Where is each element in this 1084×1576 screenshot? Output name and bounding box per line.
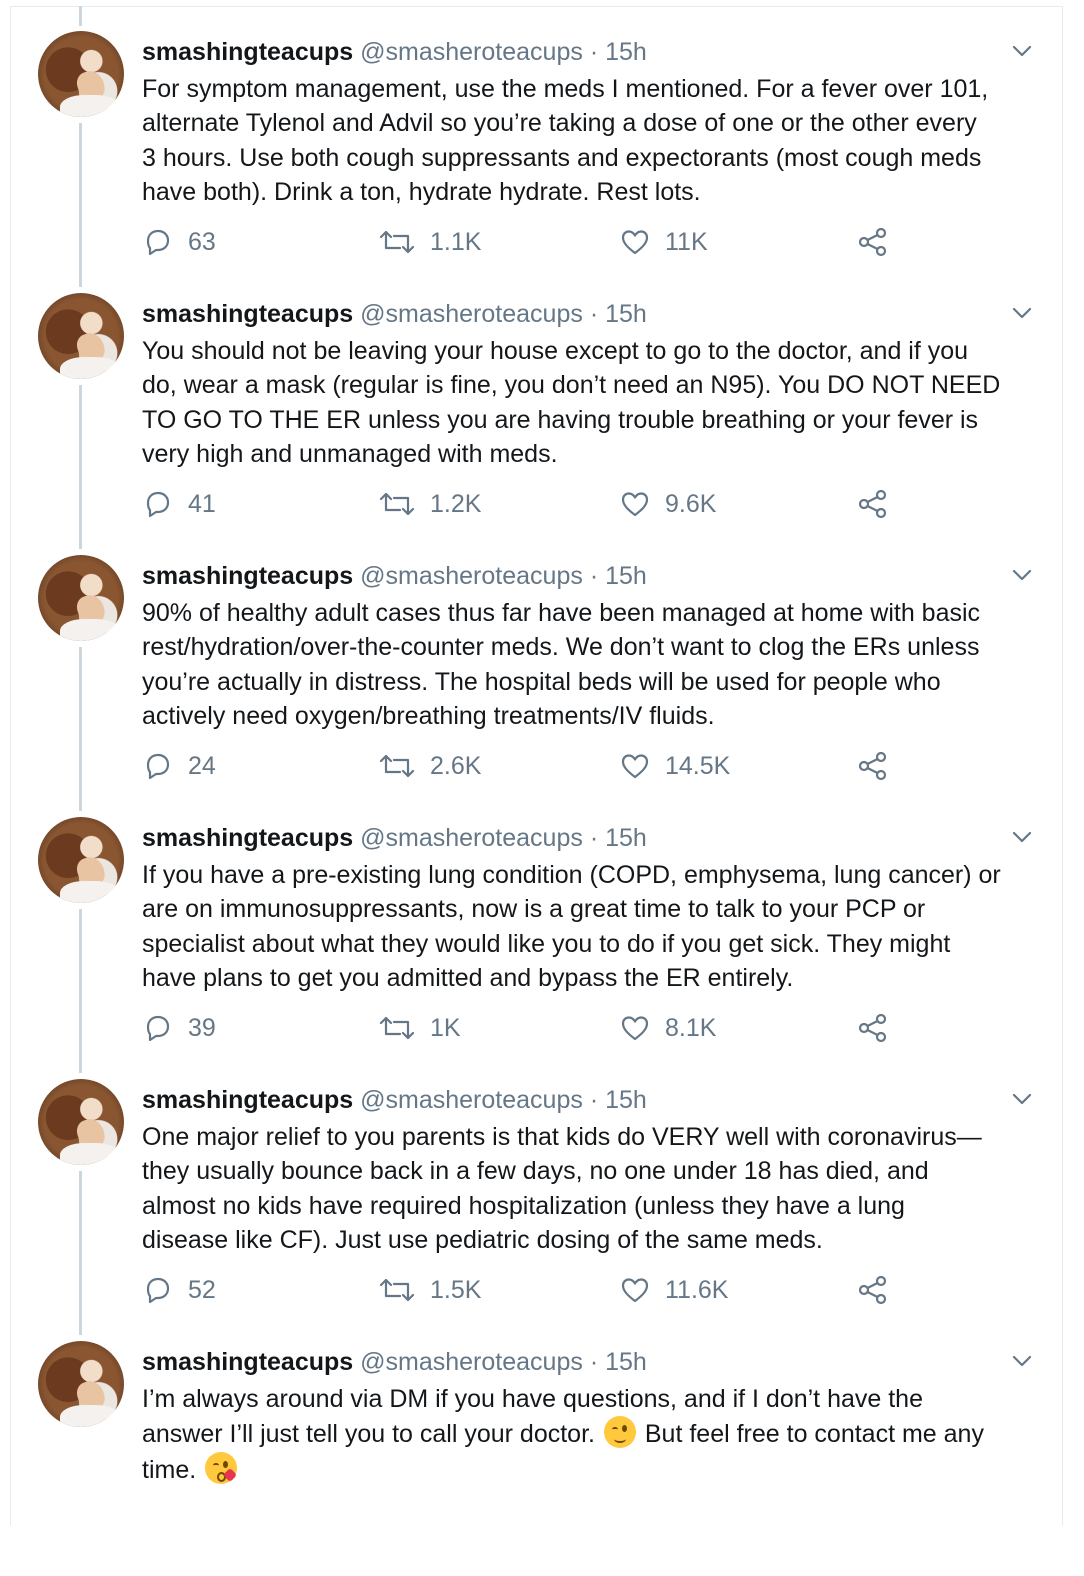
timestamp[interactable]: 15h bbox=[605, 300, 647, 328]
reply-icon bbox=[142, 1012, 174, 1044]
like-count: 8.1K bbox=[665, 1013, 717, 1042]
display-name[interactable]: smashingteacups bbox=[142, 300, 354, 328]
tweet-text-part: But feel free to contact me any time. bbox=[142, 1420, 984, 1484]
retweet-count: 1.5K bbox=[430, 1275, 482, 1304]
separator-dot: · bbox=[589, 562, 599, 590]
retweet-icon bbox=[378, 226, 416, 258]
share-button[interactable] bbox=[857, 1012, 889, 1044]
display-name[interactable]: smashingteacups bbox=[142, 38, 354, 66]
tweet-actions bbox=[0, 488, 1084, 522]
tweet-text: 90% of healthy adult cases thus far have been managed at home with basic rest/hydration/over-the-counter meds. We don’t want to clog the ERs unless you’re actually in distress. The hospital beds will be used for people who actively need oxygen/breathing treatments/IV fluids. bbox=[142, 599, 981, 730]
avatar[interactable] bbox=[38, 817, 124, 903]
reply-count: 63 bbox=[188, 227, 216, 256]
reply-button[interactable] bbox=[142, 226, 216, 258]
reply-button[interactable] bbox=[142, 1012, 216, 1044]
retweet-button[interactable] bbox=[378, 1274, 481, 1306]
tweet-actions bbox=[0, 1274, 1084, 1308]
retweet-button[interactable] bbox=[378, 226, 481, 258]
share-icon bbox=[857, 1274, 889, 1306]
separator-dot: · bbox=[589, 1086, 599, 1114]
heart-icon bbox=[619, 1012, 651, 1044]
reply-button[interactable] bbox=[142, 1274, 216, 1306]
avatar[interactable] bbox=[38, 1079, 124, 1165]
retweet-button[interactable] bbox=[378, 750, 481, 782]
reply-button[interactable] bbox=[142, 750, 216, 782]
reply-icon bbox=[142, 226, 174, 258]
separator-dot: · bbox=[589, 824, 599, 852]
chevron-down-icon[interactable] bbox=[1012, 568, 1032, 582]
avatar[interactable] bbox=[38, 1341, 124, 1427]
share-button[interactable] bbox=[857, 1274, 889, 1306]
reply-icon bbox=[142, 1274, 174, 1306]
tweet-text: If you have a pre-existing lung condition (COPD, emphysema, lung cancer) or are on immunosuppressants, now is a great time to talk to your PCP or specialist about what they would like you to do if you get sick. They might have plans to get you admitted and bypass the ER entirely. bbox=[142, 861, 1001, 992]
tweet[interactable] bbox=[0, 528, 1084, 790]
chevron-down-icon[interactable] bbox=[1012, 830, 1032, 844]
share-button[interactable] bbox=[857, 750, 889, 782]
separator-dot: · bbox=[589, 300, 599, 328]
timestamp[interactable]: 15h bbox=[605, 562, 647, 590]
display-name[interactable]: smashingteacups bbox=[142, 562, 354, 590]
like-count: 14.5K bbox=[665, 751, 731, 780]
reply-button[interactable] bbox=[142, 488, 216, 520]
user-handle[interactable]: @smasheroteacups bbox=[360, 562, 583, 590]
winking-face-emoji bbox=[604, 1416, 636, 1448]
tweet[interactable] bbox=[0, 1314, 1084, 1576]
tweet-header bbox=[142, 1345, 647, 1379]
tweet-header bbox=[142, 559, 647, 593]
tweet-actions bbox=[0, 750, 1084, 784]
retweet-button[interactable] bbox=[378, 1012, 461, 1044]
tweet[interactable] bbox=[0, 266, 1084, 528]
user-handle[interactable]: @smasheroteacups bbox=[360, 1348, 583, 1376]
reply-count: 39 bbox=[188, 1013, 216, 1042]
retweet-icon bbox=[378, 488, 416, 520]
retweet-icon bbox=[378, 750, 416, 782]
share-icon bbox=[857, 226, 889, 258]
retweet-count: 1.2K bbox=[430, 489, 482, 518]
retweet-count: 1K bbox=[430, 1013, 461, 1042]
like-count: 11K bbox=[665, 227, 708, 256]
chevron-down-icon[interactable] bbox=[1012, 306, 1032, 320]
face-blowing-kiss-emoji bbox=[205, 1452, 237, 1484]
share-icon bbox=[857, 750, 889, 782]
tweet-text: You should not be leaving your house except to go to the doctor, and if you do, wear a mask (regular is fine, you don’t need an N95). You DO NOT NEED TO GO TO THE ER unless you are having trouble breathing or your fever is very high and unmanaged with meds. bbox=[142, 337, 1001, 468]
retweet-button[interactable] bbox=[378, 488, 481, 520]
share-button[interactable] bbox=[857, 226, 889, 258]
timestamp[interactable]: 15h bbox=[605, 1348, 647, 1376]
tweet-actions bbox=[0, 226, 1084, 260]
chevron-down-icon[interactable] bbox=[1012, 44, 1032, 58]
retweet-count: 2.6K bbox=[430, 751, 482, 780]
share-icon bbox=[857, 1012, 889, 1044]
user-handle[interactable]: @smasheroteacups bbox=[360, 38, 583, 66]
user-handle[interactable]: @smasheroteacups bbox=[360, 1086, 583, 1114]
retweet-count: 1.1K bbox=[430, 227, 482, 256]
tweet-header bbox=[142, 297, 647, 331]
user-handle[interactable]: @smasheroteacups bbox=[360, 824, 583, 852]
timestamp[interactable]: 15h bbox=[605, 1086, 647, 1114]
like-button[interactable] bbox=[619, 750, 730, 782]
reply-icon bbox=[142, 488, 174, 520]
tweet-text: One major relief to you parents is that kids do VERY well with coronavirus— they usually bounce back in a few days, no one under 18 has died, and almost no kids have required hospitalization (unless they have a lung disease like CF). Just use pediatric dosing of the same meds. bbox=[142, 1123, 982, 1254]
display-name[interactable]: smashingteacups bbox=[142, 824, 354, 852]
tweet-header bbox=[142, 1083, 647, 1117]
timestamp[interactable]: 15h bbox=[605, 38, 647, 66]
like-button[interactable] bbox=[619, 488, 716, 520]
heart-icon bbox=[619, 750, 651, 782]
user-handle[interactable]: @smasheroteacups bbox=[360, 300, 583, 328]
heart-icon bbox=[619, 488, 651, 520]
tweet[interactable] bbox=[0, 4, 1084, 266]
tweet-text bbox=[142, 1382, 1042, 1487]
like-button[interactable] bbox=[619, 1012, 716, 1044]
heart-icon bbox=[619, 1274, 651, 1306]
chevron-down-icon[interactable] bbox=[1012, 1092, 1032, 1106]
avatar[interactable] bbox=[38, 555, 124, 641]
tweet-header bbox=[142, 821, 647, 855]
reply-count: 41 bbox=[188, 489, 216, 518]
tweet-text: For symptom management, use the meds I mentioned. For a fever over 101, alternate Tylenol and Advil so you’re taking a dose of one or the other every 3 hours. Use both cough suppressants and expectorants (most cough meds have both). Drink a ton, hydrate hydrate. Rest lots. bbox=[142, 75, 989, 206]
retweet-icon bbox=[378, 1274, 416, 1306]
tweet-text-part: I’m always around via DM if you have questions, and if I don’t have the answer I’ll just tell you to call your doctor. bbox=[142, 1385, 923, 1449]
reply-icon bbox=[142, 750, 174, 782]
avatar[interactable] bbox=[38, 293, 124, 379]
tweet[interactable] bbox=[0, 790, 1084, 1052]
display-name[interactable]: smashingteacups bbox=[142, 1086, 354, 1114]
retweet-icon bbox=[378, 1012, 416, 1044]
tweet[interactable] bbox=[0, 1052, 1084, 1314]
separator-dot: · bbox=[589, 38, 599, 66]
chevron-down-icon[interactable] bbox=[1012, 1354, 1032, 1368]
like-count: 11.6K bbox=[665, 1275, 729, 1304]
share-button[interactable] bbox=[857, 488, 889, 520]
avatar[interactable] bbox=[38, 31, 124, 117]
tweet-actions bbox=[0, 1012, 1084, 1046]
display-name[interactable]: smashingteacups bbox=[142, 1348, 354, 1376]
separator-dot: · bbox=[589, 1348, 599, 1376]
share-icon bbox=[857, 488, 889, 520]
like-count: 9.6K bbox=[665, 489, 717, 518]
like-button[interactable] bbox=[619, 226, 708, 258]
heart-icon bbox=[619, 226, 651, 258]
tweet-header bbox=[142, 35, 647, 69]
timestamp[interactable]: 15h bbox=[605, 824, 647, 852]
reply-count: 24 bbox=[188, 751, 216, 780]
like-button[interactable] bbox=[619, 1274, 728, 1306]
reply-count: 52 bbox=[188, 1275, 216, 1304]
